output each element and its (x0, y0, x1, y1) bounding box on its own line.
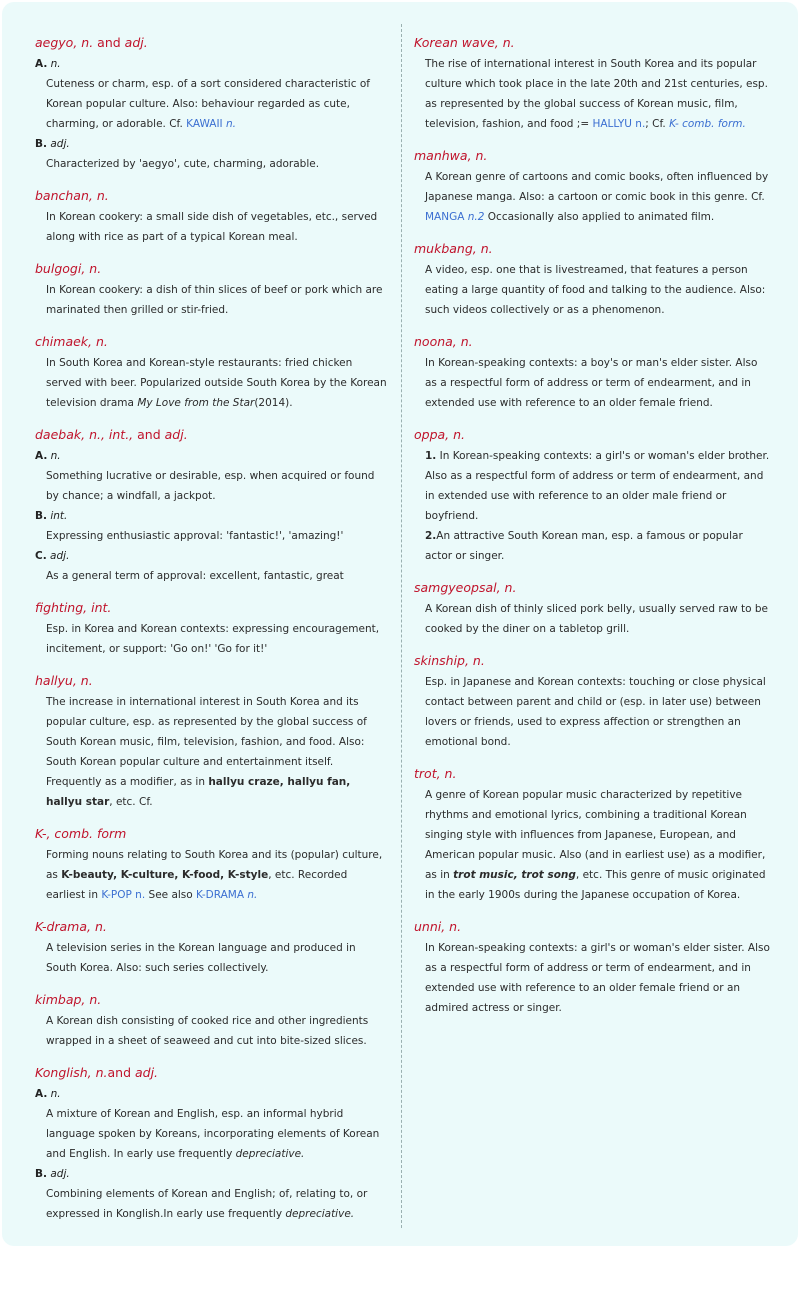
entry-k-drama (35, 918, 387, 978)
cross-ref-link[interactable]: K-DRAMA n. (196, 889, 258, 901)
sense-label: B. int. (35, 510, 68, 522)
headword: samgyeopsal, n. (414, 580, 517, 595)
definition: The increase in international interest in South Korea and its popular culture, esp. as represented by the global success of South Korean music, film, television, fashion, and food. Also: South Korean popular culture and entertainment itself. Frequently as a modifier, as in hallyu craze, hallyu fan, hallyu star, etc. Cf. (46, 696, 367, 808)
sense-label: A. n. (35, 1088, 61, 1100)
right-column (414, 34, 770, 1031)
headword: Konglish, n.and adj. (35, 1065, 159, 1080)
cross-ref-link[interactable]: HALLYU n. (592, 118, 646, 130)
sense-label: A. n. (35, 450, 61, 462)
headword: banchan, n. (35, 188, 109, 203)
headword: Korean wave, n. (414, 35, 515, 50)
definition: A Korean genre of cartoons and comic books, often influenced by Japanese manga. Also: a cartoon or comic book in this genre. Cf. MANGA n.2 Occasionally also applied to animated film. (425, 171, 769, 223)
headword: bulgogi, n. (35, 261, 102, 276)
entry-noona (414, 333, 770, 413)
sense-label: B. adj. (35, 138, 70, 150)
entry-aegyo (35, 34, 387, 174)
definition: A video, esp. one that is livestreamed, that features a person eating a large quantity of food and talking to the audience. Also: such videos collectively or as a phenomenon. (425, 264, 766, 316)
headword: oppa, n. (414, 427, 466, 442)
headword: trot, n. (414, 766, 457, 781)
headword: kimbap, n. (35, 992, 102, 1007)
definition: A genre of Korean popular music characterized by repetitive rhythms and emotional lyrics, combining a traditional Korean singing style with influences from Japanese, European, and American popular music. Also (and in earliest use) as a modifier, as in trot music, trot song, etc. This genre of music originated in the early 1900s during the Japanese occupation of Korea. (425, 789, 766, 901)
entry-oppa (414, 426, 770, 566)
definition: Cuteness or charm, esp. of a sort considered characteristic of Korean popular culture. Also: behaviour regarded as cute, charming, or adorable. Cf. KAWAII n. (46, 78, 370, 130)
entry-bulgogi (35, 260, 387, 320)
definition: Combining elements of Korean and English; of, relating to, or expressed in Konglish.In early use frequently depreciative. (46, 1188, 368, 1220)
definition: Esp. in Japanese and Korean contexts: touching or close physical contact between parent and child or (esp. in later use) between lovers or friends, used to express affection or strengthen an emotional bond. (425, 676, 766, 748)
definition: A television series in the Korean language and produced in South Korea. Also: such series collectively. (46, 942, 356, 974)
definition: Something lucrative or desirable, esp. when acquired or found by chance; a windfall, a jackpot. (46, 470, 375, 502)
cross-ref-link[interactable]: K- comb. form. (669, 118, 746, 130)
cross-ref-link[interactable]: MANGA n.2 (425, 211, 485, 223)
definition: 1. In Korean-speaking contexts: a girl's or woman's elder brother. Also as a respectful form of address or term of endearment, and in extended use with reference to an older male friend or boyfriend. (425, 450, 770, 522)
definition: In Korean cookery: a small side dish of vegetables, etc., served along with rice as part of a typical Korean meal. (46, 211, 378, 243)
definition: A Korean dish consisting of cooked rice and other ingredients wrapped in a sheet of seaweed and cut into bite-sized slices. (46, 1015, 369, 1047)
definition: Esp. in Korea and Korean contexts: expressing encouragement, incitement, or support: 'Go on!' 'Go for it!' (46, 623, 380, 655)
definition: The rise of international interest in South Korea and its popular culture which took place in the late 20th and 21st centuries, esp. as represented by the global success of Korean music, film, television, fashion, and food ;= HALLYU n.; Cf. K- comb. form. (425, 58, 768, 130)
entry-hallyu (35, 672, 387, 812)
headword: K-, comb. form (35, 826, 127, 841)
headword: manhwa, n. (414, 148, 488, 163)
entry-chimaek (35, 333, 387, 413)
definition: Expressing enthusiastic approval: 'fantastic!', 'amazing!' (46, 530, 344, 542)
definition: In Korean-speaking contexts: a boy's or man's elder sister. Also as a respectful form of address or term of endearment, and in extended use with reference to an older female friend. (425, 357, 758, 409)
headword: unni, n. (414, 919, 462, 934)
headword: fighting, int. (35, 600, 112, 615)
headword: chimaek, n. (35, 334, 108, 349)
headword: mukbang, n. (414, 241, 493, 256)
definition: In Korean cookery: a dish of thin slices of beef or pork which are marinated then grilled or stir-fried. (46, 284, 383, 316)
definition: In South Korea and Korean-style restaurants: fried chicken served with beer. Popularized outside South Korea by the Korean television drama My Love from the Star(2014). (46, 357, 387, 409)
entry-banchan (35, 187, 387, 247)
entry-kimbap (35, 991, 387, 1051)
definition: Characterized by 'aegyo', cute, charming, adorable. (46, 158, 320, 170)
sense-label: B. adj. (35, 1168, 70, 1180)
definition: A Korean dish of thinly sliced pork belly, usually served raw to be cooked by the diner on a tabletop grill. (425, 603, 769, 635)
entry-manhwa (414, 147, 770, 227)
entry-fighting (35, 599, 387, 659)
definition: In Korean-speaking contexts: a girl's or woman's elder sister. Also as a respectful form of address or term of endearment, and in extended use with reference to an older female friend or an admired actress or singer. (425, 942, 770, 1014)
sense-label: A. n. (35, 58, 61, 70)
cross-ref-link[interactable]: K-POP n. (101, 889, 146, 901)
definition: As a general term of approval: excellent, fantastic, great (46, 570, 344, 582)
column-divider (401, 24, 402, 1228)
entry-k-comb-form (35, 825, 387, 905)
headword: noona, n. (414, 334, 473, 349)
entry-trot (414, 765, 770, 905)
entry-konglish (35, 1064, 387, 1224)
headword: hallyu, n. (35, 673, 93, 688)
entry-daebak (35, 426, 387, 586)
definition: A mixture of Korean and English, esp. an informal hybrid language spoken by Koreans, incorporating elements of Korean and English. In early use frequently depreciative. (46, 1108, 380, 1160)
definition: 2.An attractive South Korean man, esp. a famous or popular actor or singer. (425, 530, 743, 562)
headword: K-drama, n. (35, 919, 107, 934)
entry-unni (414, 918, 770, 1018)
entry-korean-wave (414, 34, 770, 134)
headword: skinship, n. (414, 653, 485, 668)
entry-samgyeopsal (414, 579, 770, 639)
headword: daebak, n., int., and adj. (35, 427, 188, 442)
entry-skinship (414, 652, 770, 752)
entry-mukbang (414, 240, 770, 320)
cross-ref-link[interactable]: KAWAII n. (186, 118, 236, 130)
left-column (35, 34, 387, 1237)
sense-label: C. adj. (35, 550, 70, 562)
definition: Forming nouns relating to South Korea and its (popular) culture, as K-beauty, K-culture, K-food, K-style, etc. Recorded earliest in K-POP n. See also K-DRAMA n. (46, 849, 383, 901)
headword: aegyo, n. and adj. (35, 35, 148, 50)
